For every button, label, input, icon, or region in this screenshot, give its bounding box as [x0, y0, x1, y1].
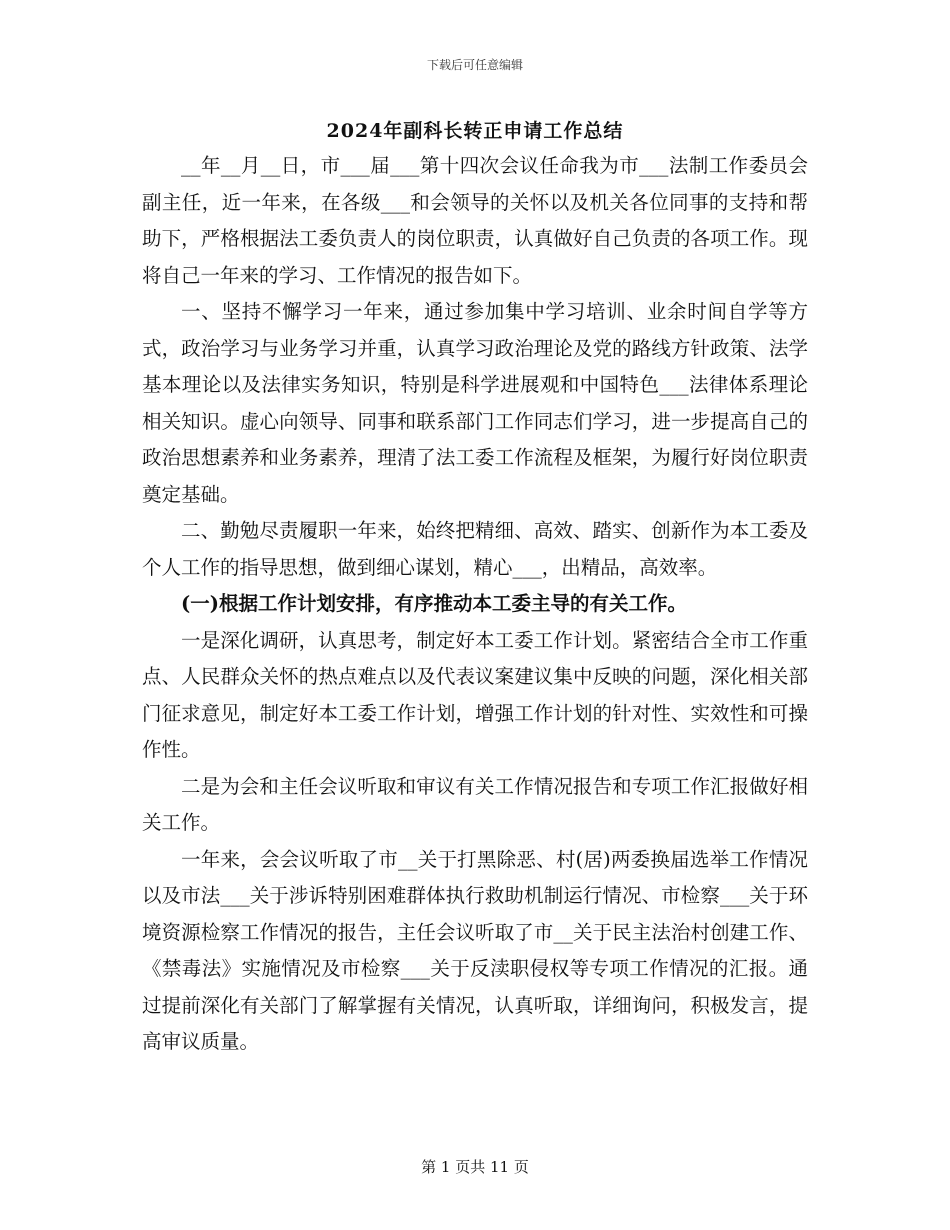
page-number: 第 1 页共 11 页 — [421, 1158, 529, 1176]
document-body — [142, 148, 808, 1061]
header-note: 下载后可任意编辑 — [426, 58, 523, 72]
paragraph: 二、勤勉尽责履职一年来，始终把精细、高效、踏实、创新作为本工委及个人工作的指导思想，做到细心谋划，精心___，出精品，高效率。 — [142, 519, 808, 579]
paragraph: 一、坚持不懈学习一年来，通过参加集中学习培训、业余时间自学等方式，政治学习与业务学习并重，认真学习政治理论及党的路线方针政策、法学基本理论以及法律实务知识，特别是科学进展观和中国特色___法律体系理论相关知识。虚心向领导、同事和联系部门工作同志们学习，进一步提高自己的政治思想素养和业务素养，理清了法工委工作流程及框架，为履行好岗位职责奠定基础。 — [142, 300, 808, 506]
paragraph: __年__月__日，市___届___第十四次会议任命我为市___法制工作委员会副主任，近一年来，在各级___和会领导的关怀以及机关各位同事的支持和帮助下，严格根据法工委负责人的岗位职责，认真做好自己负责的各项工作。现将自己一年来的学习、工作情况的报告如下。 — [142, 154, 808, 287]
paragraph: 一是深化调研，认真思考，制定好本工委工作计划。紧密结合全市工作重点、人民群众关怀的热点难点以及代表议案建议集中反映的问题，深化相关部门征求意见，制定好本工委工作计划，增强工作计划的针对性、实效性和可操作性。 — [142, 628, 808, 761]
section-heading: (一)根据工作计划安排，有序推动本工委主导的有关工作。 — [181, 592, 687, 615]
paragraph: 二是为会和主任会议听取和审议有关工作情况报告和专项工作汇报做好相关工作。 — [142, 774, 808, 834]
paragraph: 一年来，会会议听取了市__关于打黑除恶、村(居)两委换届选举工作情况以及市法___关于涉诉特别困难群体执行救助机制运行情况、市检察___关于环境资源检察工作情况的报告，主任会议听取了市__关于民主法治村创建工作、《禁毒法》实施情况及市检察___关于反渎职侵权等专项工作情况的汇报。通过提前深化有关部门了解掌握有关情况，认真听取，详细询问，积极发言，提高审议质量。 — [142, 847, 808, 1053]
document-title: 2024年副科长转正申请工作总结 — [326, 120, 624, 142]
